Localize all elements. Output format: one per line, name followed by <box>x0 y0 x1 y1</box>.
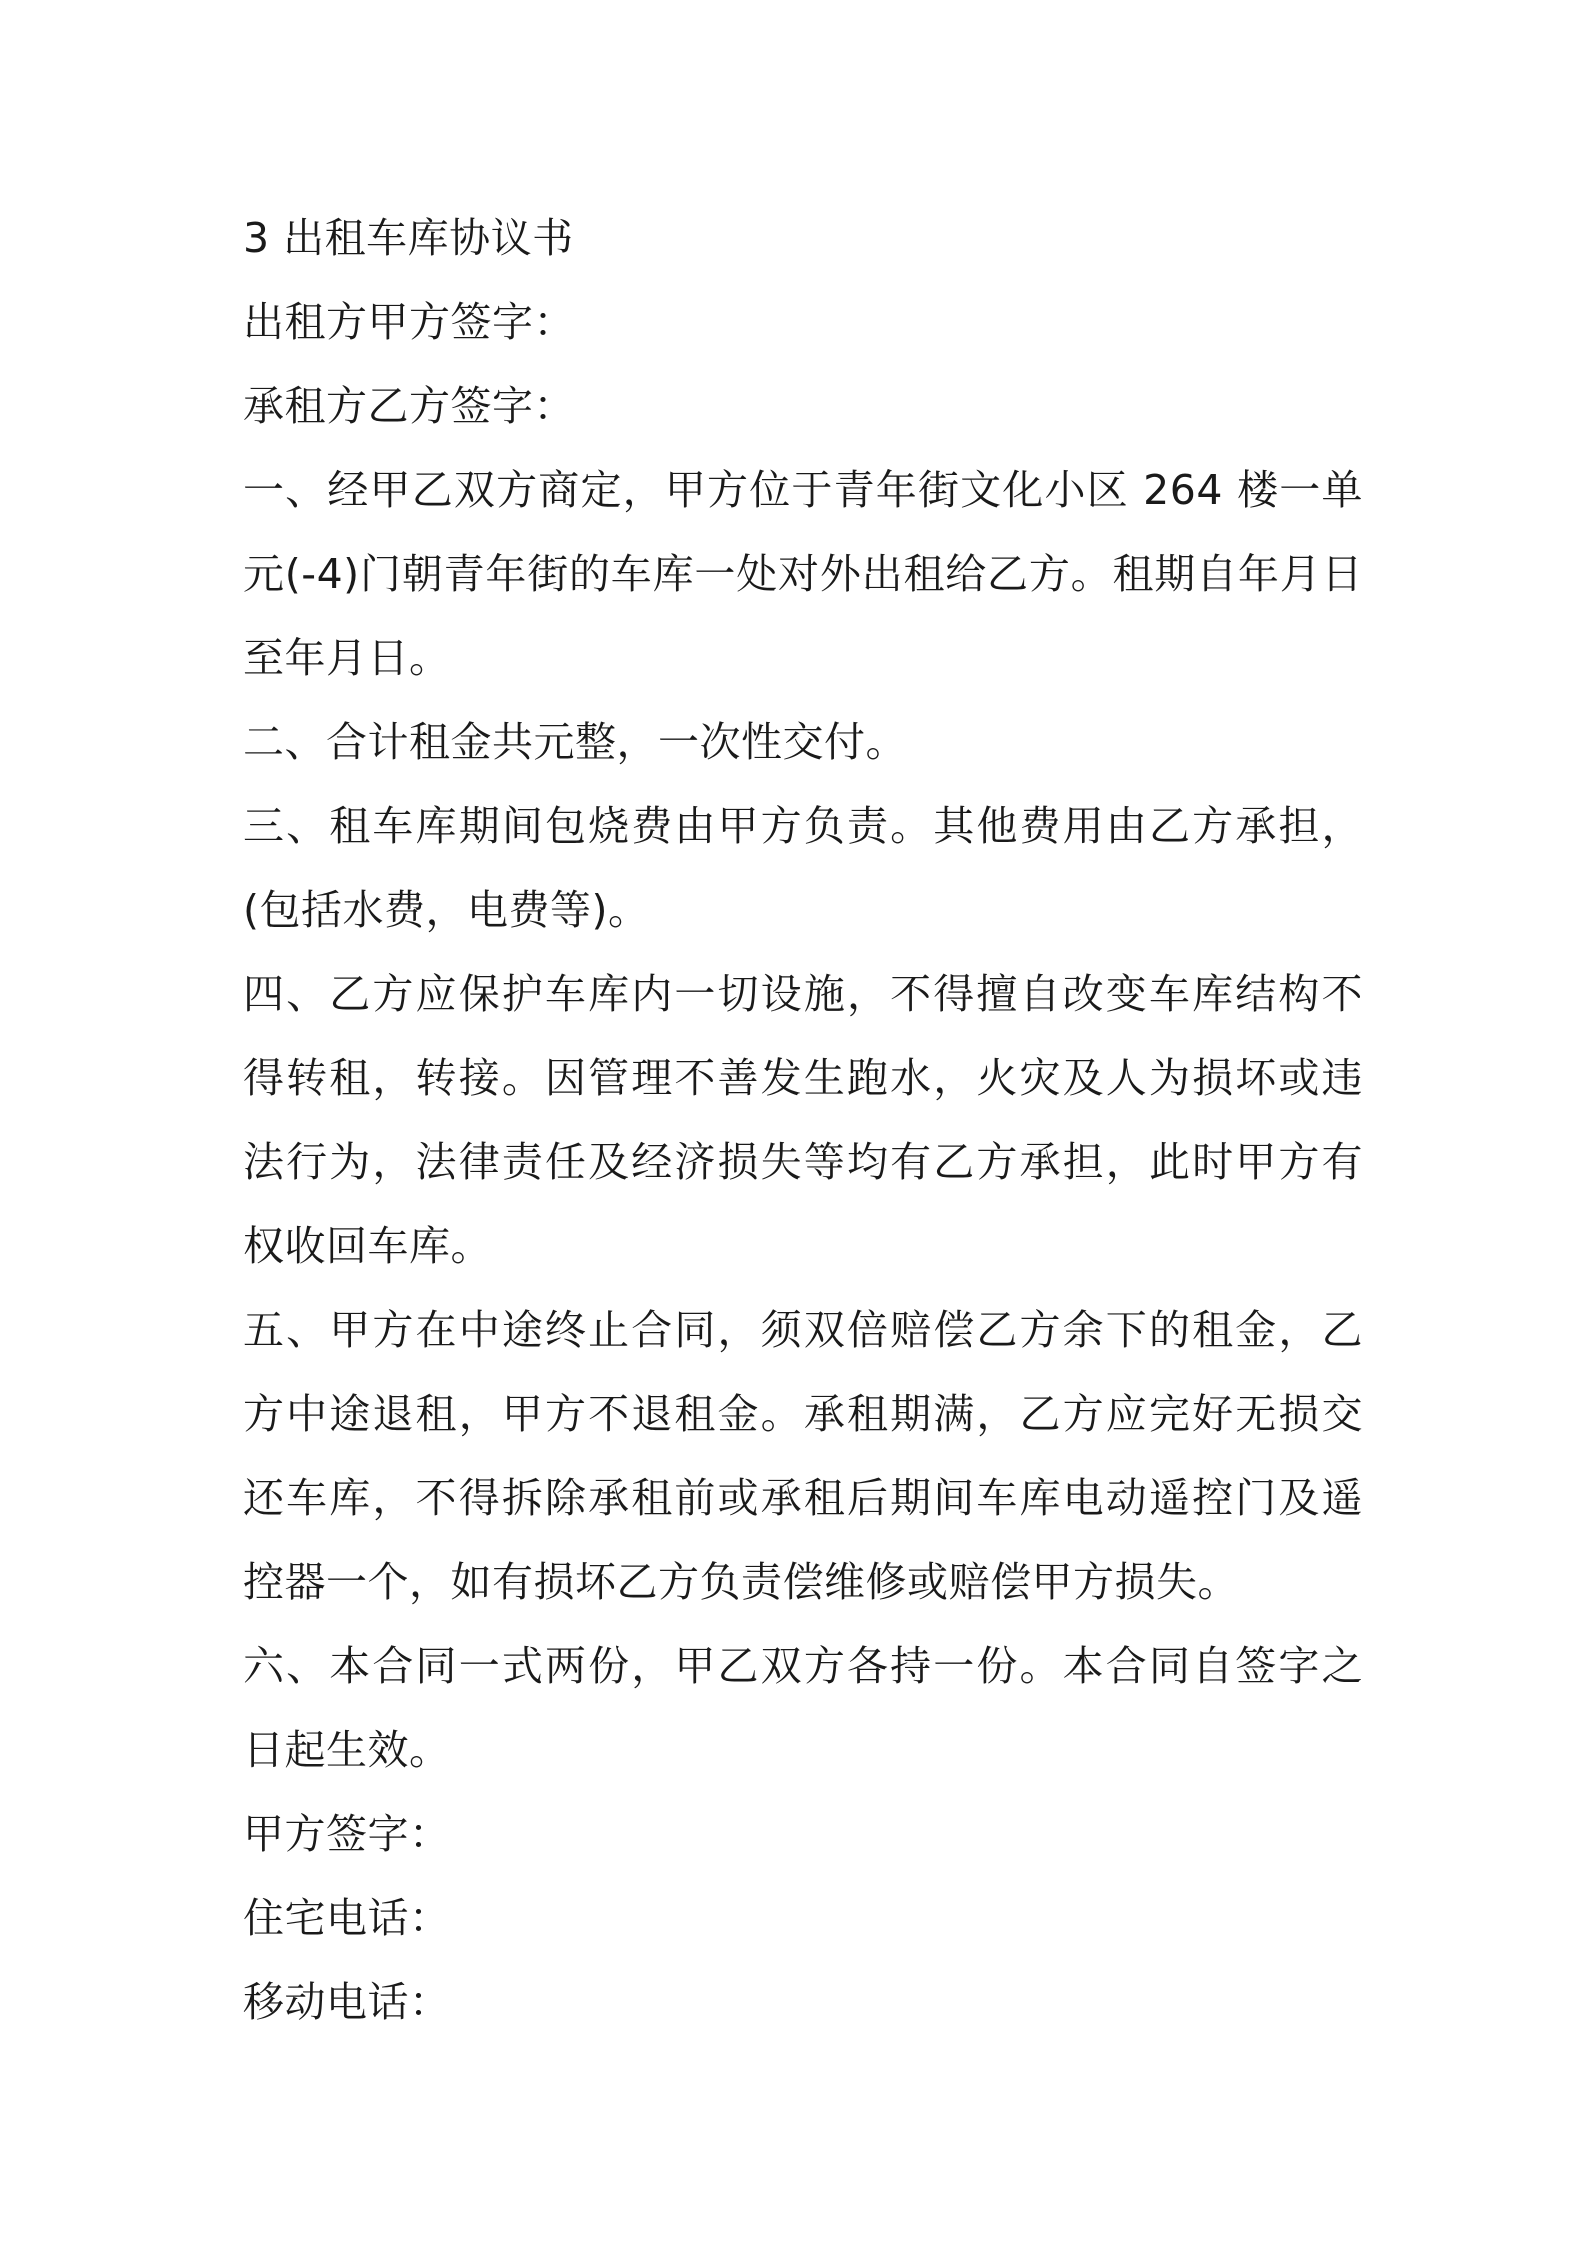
document-title: 3 出租车库协议书 <box>243 214 574 262</box>
mobile-phone-line: 移动电话： <box>243 1978 451 2026</box>
clause-6: 六、本合同一式两份，甲乙双方各持一份。本合同自签字之日起生效。 <box>243 1642 1363 1774</box>
clause-4: 四、乙方应保护车库内一切设施，不得擅自改变车库结构不得转租，转接。因管理不善发生跑水，火灾及人为损坏或违法行为，法律责任及经济损失等均有乙方承担，此时甲方有权收回车库。 <box>243 970 1363 1270</box>
home-phone-line: 住宅电话： <box>243 1894 451 1942</box>
clause-3: 三、租车库期间包烧费由甲方负责。其他费用由乙方承担，(包括水费，电费等)。 <box>243 802 1363 934</box>
document-body <box>243 196 1363 2044</box>
lessee-signature-line: 承租方乙方签字： <box>243 382 575 430</box>
lessor-signature-line: 出租方甲方签字： <box>243 298 575 346</box>
clause-5: 五、甲方在中途终止合同，须双倍赔偿乙方余下的租金，乙方中途退租，甲方不退租金。承租期满，乙方应完好无损交还车库，不得拆除承租前或承租后期间车库电动遥控门及遥控器一个，如有损坏乙方负责偿维修或赔偿甲方损失。 <box>243 1306 1363 1606</box>
party-a-signature-line: 甲方签字： <box>243 1810 451 1858</box>
clause-1: 一、经甲乙双方商定，甲方位于青年街文化小区 264 楼一单元(-4)门朝青年街的车库一处对外出租给乙方。租期自年月日至年月日。 <box>243 466 1363 682</box>
clause-2: 二、合计租金共元整，一次性交付。 <box>243 718 907 766</box>
